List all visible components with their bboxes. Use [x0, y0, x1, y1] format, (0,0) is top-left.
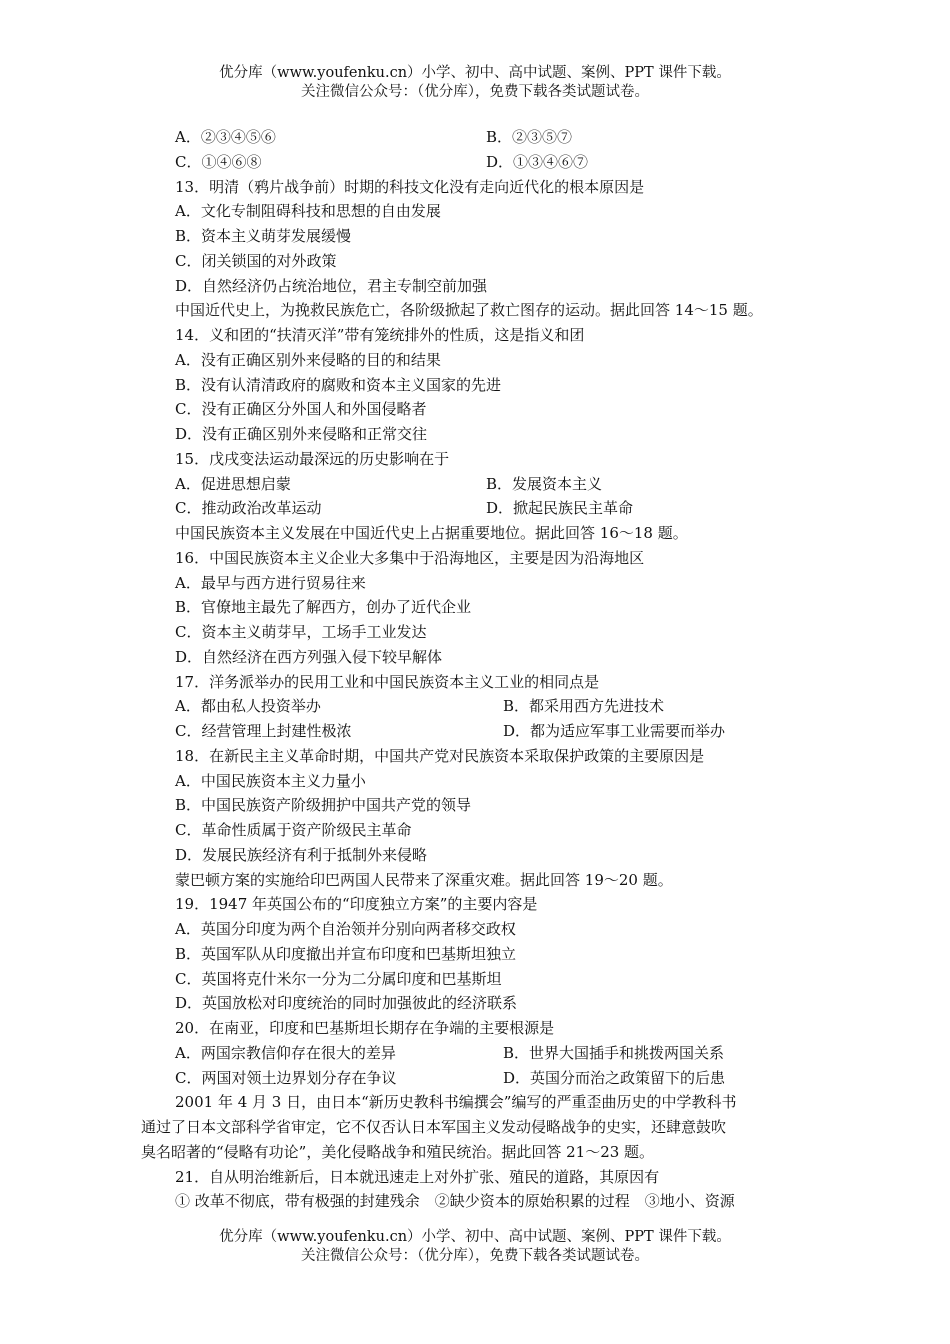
- option-row: [175, 1041, 835, 1066]
- q19-option-b: B．英国军队从印度撤出并宣布印度和巴基斯坦独立: [175, 944, 517, 963]
- q18-option-d: D．发展民族经济有利于抵制外来侵略: [175, 845, 428, 864]
- q15-option-b: B．发展资本主义: [486, 474, 603, 493]
- option-row: [175, 496, 835, 521]
- intro-21-23-line-1: 2001 年 4 月 3 日，由日本“新历史教科书编撰会”编写的严重歪曲历史的中学教科书: [175, 1093, 737, 1112]
- option-row: [175, 125, 835, 150]
- q14-option-a: A．没有正确区别外来侵略的目的和结果: [175, 350, 441, 369]
- question-content: [141, 125, 835, 1214]
- question-16-stem: 16．中国民族资本主义企业大多集中于沿海地区，主要是因为沿海地区: [175, 548, 645, 567]
- q15-option-c: C．推动政治改革运动: [175, 499, 322, 518]
- q19-option-a: A．英国分印度为两个自治领并分别向两者移交政权: [175, 920, 516, 938]
- footer-line-1: 优分库（www.youfenku.cn）小学、初中、高中试题、案例、PPT 课件下载。: [219, 1229, 731, 1245]
- q14-option-c: C．没有正确区分外国人和外国侵略者: [175, 400, 427, 419]
- q16-option-c: C．资本主义萌芽早，工场手工业发达: [175, 623, 427, 641]
- q14-option-d: D．没有正确区别外来侵略和正常交往: [175, 425, 428, 443]
- option-d: D．①③④⑥⑦: [486, 152, 589, 171]
- option-c: C．①④⑥⑧: [175, 152, 262, 171]
- q18-option-c: C．革命性质属于资产阶级民主革命: [175, 821, 412, 839]
- question-20-stem: 20．在南亚，印度和巴基斯坦长期存在争端的主要根源是: [175, 1019, 555, 1037]
- page-header: [0, 64, 950, 102]
- q13-option-c: C．闭关锁国的对外政策: [175, 251, 337, 270]
- q20-option-c: C．两国对领土边界划分存在争议: [175, 1068, 397, 1087]
- q16-option-a: A．最早与西方进行贸易往来: [175, 573, 366, 592]
- question-15-stem: 15．戊戌变法运动最深远的历史影响在于: [175, 449, 450, 468]
- q18-option-b: B．中国民族资产阶级拥护中国共产党的领导: [175, 796, 472, 815]
- q17-option-a: A．都由私人投资举办: [175, 697, 321, 716]
- intro-21-23-line-2: 通过了日本文部科学省审定，它不仅否认日本军国主义发动侵略战争的史实，还肆意鼓吹: [141, 1118, 727, 1136]
- intro-21-23-line-3: 臭名昭著的“侵略有功论”，美化侵略战争和殖民统治。据此回答 21～23 题。: [141, 1142, 655, 1161]
- q20-option-b: B．世界大国插手和挑拨两国关系: [503, 1043, 725, 1062]
- question-21-stem: 21．自从明治维新后，日本就迅速走上对外扩张、殖民的道路，其原因有: [175, 1167, 660, 1186]
- q17-option-d: D．都为适应军事工业需要而举办: [503, 722, 726, 740]
- intro-16-18: 中国民族资本主义发展在中国近代史上占据重要地位。据此回答 16～18 题。: [175, 524, 688, 542]
- header-line-1: 优分库（www.youfenku.cn）小学、初中、高中试题、案例、PPT 课件下载。: [219, 65, 731, 81]
- question-18-stem: 18．在新民主主义革命时期，中国共产党对民族资本采取保护政策的主要原因是: [175, 746, 705, 765]
- question-19-stem: 19．1947 年英国公布的“印度独立方案”的主要内容是: [175, 895, 538, 914]
- q20-option-a: A．两国宗教信仰存在很大的差异: [175, 1043, 396, 1062]
- option-row: [175, 694, 835, 719]
- q17-option-c: C．经营管理上封建性极浓: [175, 722, 352, 740]
- header-line-2: 关注微信公众号：（优分库），免费下载各类试题试卷。: [301, 84, 649, 100]
- q21-options-line: ① 改革不彻底，带有极强的封建残余 ②缺少资本的原始积累的过程 ③地小、资源: [175, 1192, 735, 1211]
- q17-option-b: B．都采用西方先进技术: [503, 697, 665, 716]
- footer-line-2: 关注微信公众号：（优分库），免费下载各类试题试卷。: [301, 1248, 649, 1264]
- q16-option-b: B．官僚地主最先了解西方，创办了近代企业: [175, 598, 472, 617]
- q19-option-d: D．英国放松对印度统治的同时加强彼此的经济联系: [175, 994, 518, 1013]
- page-footer: [0, 1228, 950, 1266]
- option-b: B．②③⑤⑦: [486, 128, 573, 146]
- q19-option-c: C．英国将克什米尔一分为二分属印度和巴基斯坦: [175, 969, 502, 988]
- option-row: [175, 719, 835, 744]
- intro-19-20: 蒙巴顿方案的实施给印巴两国人民带来了深重灾难。据此回答 19～20 题。: [175, 870, 673, 889]
- q15-option-d: D．掀起民族民主革命: [486, 499, 634, 518]
- option-row: [175, 472, 835, 497]
- question-14-stem: 14．义和团的“扶清灭洋”带有笼统排外的性质，这是指义和团: [175, 326, 585, 344]
- q14-option-b: B．没有认清清政府的腐败和资本主义国家的先进: [175, 375, 502, 394]
- question-13-stem: 13．明清（鸦片战争前）时期的科技文化没有走向近代化的根本原因是: [175, 177, 645, 196]
- intro-14-15: 中国近代史上，为挽救民族危亡，各阶级掀起了救亡图存的运动。据此回答 14～15 题。: [175, 301, 763, 320]
- q13-option-b: B．资本主义萌芽发展缓慢: [175, 227, 352, 245]
- q16-option-d: D．自然经济在西方列强入侵下较早解体: [175, 647, 443, 666]
- q15-option-a: A．促进思想启蒙: [175, 474, 291, 493]
- option-row: [175, 150, 835, 175]
- option-a: A．②③④⑤⑥: [175, 128, 276, 146]
- q13-option-d: D．自然经济仍占统治地位，君主专制空前加强: [175, 276, 488, 295]
- question-17-stem: 17．洋务派举办的民用工业和中国民族资本主义工业的相同点是: [175, 672, 600, 691]
- q13-option-a: A．文化专制阻碍科技和思想的自由发展: [175, 202, 441, 221]
- q20-option-d: D．英国分而治之政策留下的后患: [503, 1068, 726, 1087]
- q18-option-a: A．中国民族资本主义力量小: [175, 771, 366, 790]
- option-row: [175, 1066, 835, 1091]
